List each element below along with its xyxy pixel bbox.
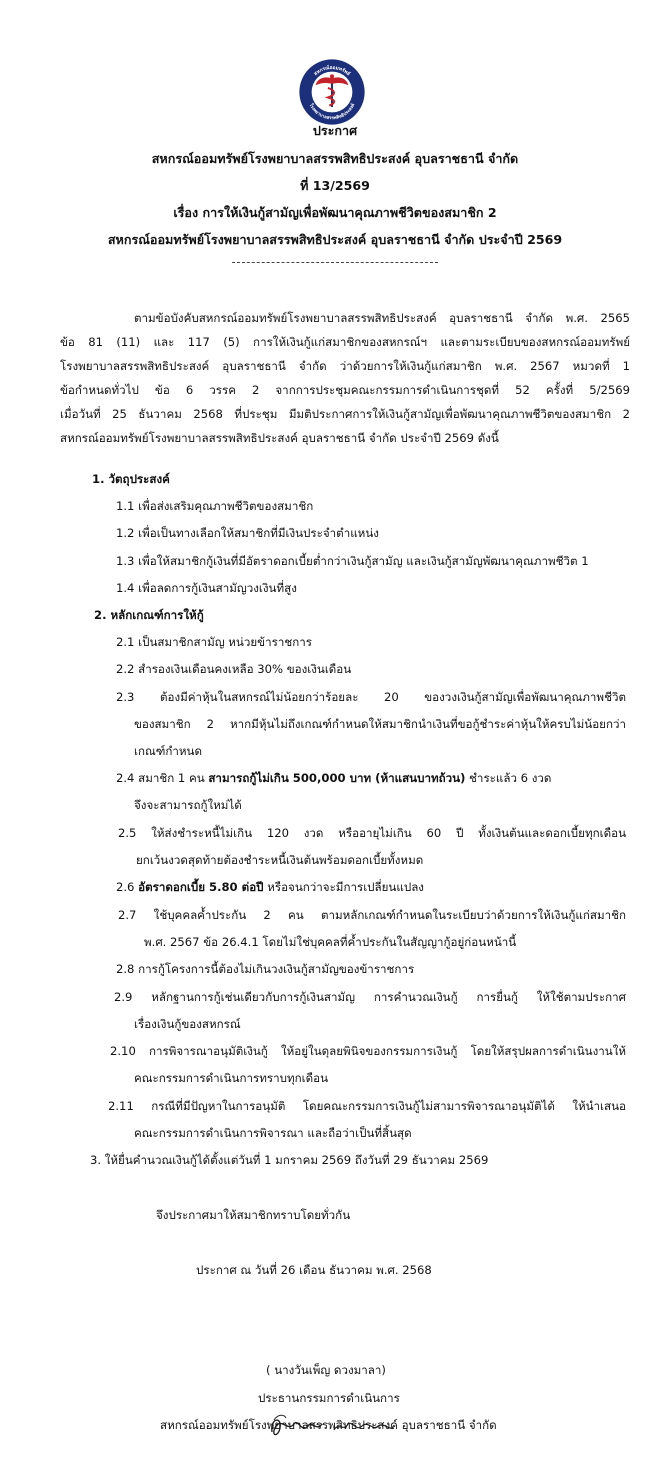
objective-item: 1.2 เพื่อเป็นทางเลือกให้สมาชิกที่มีเงินประจำตำแหน่ง: [116, 526, 379, 540]
logo-text-top: สหกรณ์ออมทรัพย์: [313, 65, 351, 78]
interest-suffix: หรือจนกว่าจะมีการเปลี่ยนแปลง: [263, 880, 424, 894]
closing-statement: จึงประกาศมาให้สมาชิกทราบโดยทั่วกัน: [156, 1208, 351, 1222]
criteria-item-continued: พ.ศ. 2567 ข้อ 26.4.1 โดยไม่ใช่บุคคลที่ค้ำประกันในสัญญากู้อยู่ก่อนหน้านี้: [144, 935, 517, 949]
signatory-organization: สหกรณ์ออมทรัพย์โรงพยาบาลสรรพสิทธิประสงค์ อุบลราชธานี จำกัด: [160, 1418, 497, 1432]
announcement-title: ประกาศ: [312, 123, 358, 138]
criteria-item-continued: คณะกรรมการดำเนินการพิจารณา และถือว่าเป็นที่สิ้นสุด: [134, 1126, 412, 1140]
criteria-item-loan-limit: [116, 766, 551, 790]
intro-line: สหกรณ์ออมทรัพย์โรงพยาบาลสรรพสิทธิประสงค์ อุบลราชธานี จำกัด ประจำปี 2569 ดังนี้: [60, 431, 499, 445]
criteria-item-continued: เรื่องเงินกู้ของสหกรณ์: [134, 1017, 241, 1031]
section-1-heading: 1. วัตถุประสงค์: [92, 472, 170, 486]
criteria-item: 2.2 สำรองเงินเดือนคงเหลือ 30% ของเงินเดือน: [116, 662, 352, 676]
objective-item: 1.4 เพื่อลดการกู้เงินสามัญวงเงินที่สูง: [116, 581, 297, 595]
criteria-item: 2.5 ให้ส่งชำระหนี้ไม่เกิน 120 งวด หรืออายุไม่เกิน 60 ปี ทั้งเงินต้นและดอกเบี้ยทุกเดือน: [118, 826, 626, 840]
signatory-position: ประธานกรรมการดำเนินการ: [258, 1391, 400, 1405]
intro-line: เมื่อวันที่ 25 ธันวาคม 2568 ที่ประชุม มีมติประกาศการให้เงินกู้สามัญเพื่อพัฒนาคุณภาพชีวิตของสมาชิก 2: [60, 407, 630, 421]
criteria-item: 2.10 การพิจารณาอนุมัติเงินกู้ ให้อยู่ในดุลยพินิจของกรรมการเงินกู้ โดยให้สรุปผลการดำเนินงานให้: [110, 1044, 626, 1058]
criteria-item-continued: คณะกรรมการดำเนินการทราบทุกเดือน: [134, 1071, 329, 1085]
criteria-item: 2.1 เป็นสมาชิกสามัญ หน่วยข้าราชการ: [116, 635, 312, 649]
intro-line: โรงพยาบาลสรรพสิทธิประสงค์ อุบลราชธานี จำกัด ว่าด้วยการให้เงินกู้แก่สมาชิก พ.ศ. 2567 หมวดที่ 1: [60, 359, 630, 373]
criteria-item-continued: ยกเว้นงวดสุดท้ายต้องชำระหนี้เงินต้นพร้อมดอกเบี้ยทั้งหมด: [136, 853, 424, 867]
section-3-application-period: 3. ให้ยื่นคำนวณเงินกู้ได้ตั้งแต่วันที่ 1 มกราคม 2569 ถึงวันที่ 29 ธันวาคม 2569: [90, 1153, 489, 1167]
criteria-item-interest: [116, 875, 424, 899]
section-2-heading: 2. หลักเกณฑ์การให้กู้: [94, 608, 204, 622]
announcement-date: ประกาศ ณ วันที่ 26 เดือน ธันวาคม พ.ศ. 2568: [196, 1263, 432, 1277]
criteria-item-continued: เกณฑ์กำหนด: [134, 744, 202, 758]
interest-prefix: 2.6: [116, 880, 139, 894]
criteria-item: 2.7 ใช้บุคคลค้ำประกัน 2 คน ตามหลักเกณฑ์กำหนดในระเบียบว่าด้วยการให้เงินกู้แก่สมาชิก: [118, 908, 626, 922]
signatory-name: ( นางวันเพ็ญ ดวงมาลา): [266, 1363, 386, 1377]
loan-limit-amount: สามารถกู้ไม่เกิน 500,000 บาท (ห้าแสนบาทถ้วน): [208, 771, 466, 785]
criteria-item-continued: ของสมาชิก 2 หากมีหุ้นไม่ถึงเกณฑ์กำหนดให้สมาชิกนำเงินที่ขอกู้ชำระค่าหุ้นให้ครบไม่น้อยกว่า: [134, 717, 626, 731]
announcement-number: ที่ 13/2569: [300, 178, 370, 193]
cooperative-logo: [298, 58, 366, 126]
subject-line-1: เรื่อง การให้เงินกู้สามัญเพื่อพัฒนาคุณภาพชีวิตของสมาชิก 2: [173, 205, 497, 220]
intro-paragraph: [60, 306, 630, 450]
objective-item: 1.3 เพื่อให้สมาชิกกู้เงินที่มีอัตราดอกเบี้ยต่ำกว่าเงินกู้สามัญ และเงินกู้สามัญพัฒนาคุณภาพชีวิต 1: [116, 554, 589, 568]
loan-limit-prefix: 2.4 สมาชิก 1 คน: [116, 771, 209, 785]
subject-line-2: สหกรณ์ออมทรัพย์โรงพยาบาลสรรพสิทธิประสงค์ อุบลราชธานี จำกัด ประจำปี 2569: [107, 232, 563, 247]
interest-rate: อัตราดอกเบี้ย 5.80 ต่อปี: [138, 880, 264, 894]
criteria-item: 2.9 หลักฐานการกู้เช่นเดียวกับการกู้เงินสามัญ การคำนวณเงินกู้ การยื่นกู้ ให้ใช้ตามประกาศ: [114, 990, 626, 1004]
intro-line: ข้อกำหนดทั่วไป ข้อ 6 วรรค 2 จากการประชุมคณะกรรมการดำเนินการชุดที่ 52 ครั้งที่ 5/2569: [60, 383, 630, 397]
criteria-item: 2.11 กรณีที่มีปัญหาในการอนุมัติ โดยคณะกรรมการเงินกู้ไม่สามารพิจารณาอนุมัติได้ ให้นำเสนอ: [108, 1099, 626, 1113]
intro-line: ตามข้อบังคับสหกรณ์ออมทรัพย์โรงพยาบาลสรรพสิทธิประสงค์ อุบลราชธานี จำกัด พ.ศ. 2565: [134, 311, 630, 325]
criteria-item-continued: จึงจะสามารถกู้ใหม่ได้: [134, 798, 242, 812]
header-divider: [232, 262, 438, 263]
loan-limit-suffix: ชำระแล้ว 6 งวด: [465, 771, 552, 785]
organization-name: สหกรณ์ออมทรัพย์โรงพยาบาลสรรพสิทธิประสงค์ อุบลราชธานี จำกัด: [151, 151, 519, 166]
intro-line: ข้อ 81 (11) และ 117 (5) การให้เงินกู้แก่สมาชิกของสหกรณ์ฯ และตามระเบียบของสหกรณ์ออมทรัพย์: [60, 335, 630, 349]
criteria-item: 2.3 ต้องมีค่าหุ้นในสหกรณ์ไม่น้อยกว่าร้อยละ 20 ของวงเงินกู้สามัญเพื่อพัฒนาคุณภาพชีวิต: [116, 690, 626, 704]
criteria-item: 2.8 การกู้โครงการนี้ต้องไม่เกินวงเงินกู้สามัญของข้าราชการ: [116, 962, 415, 976]
objective-item: 1.1 เพื่อส่งเสริมคุณภาพชีวิตของสมาชิก: [116, 499, 314, 513]
logo-text-bottom: โรงพยาบาลสรรพสิทธิประสงค์: [307, 103, 357, 122]
